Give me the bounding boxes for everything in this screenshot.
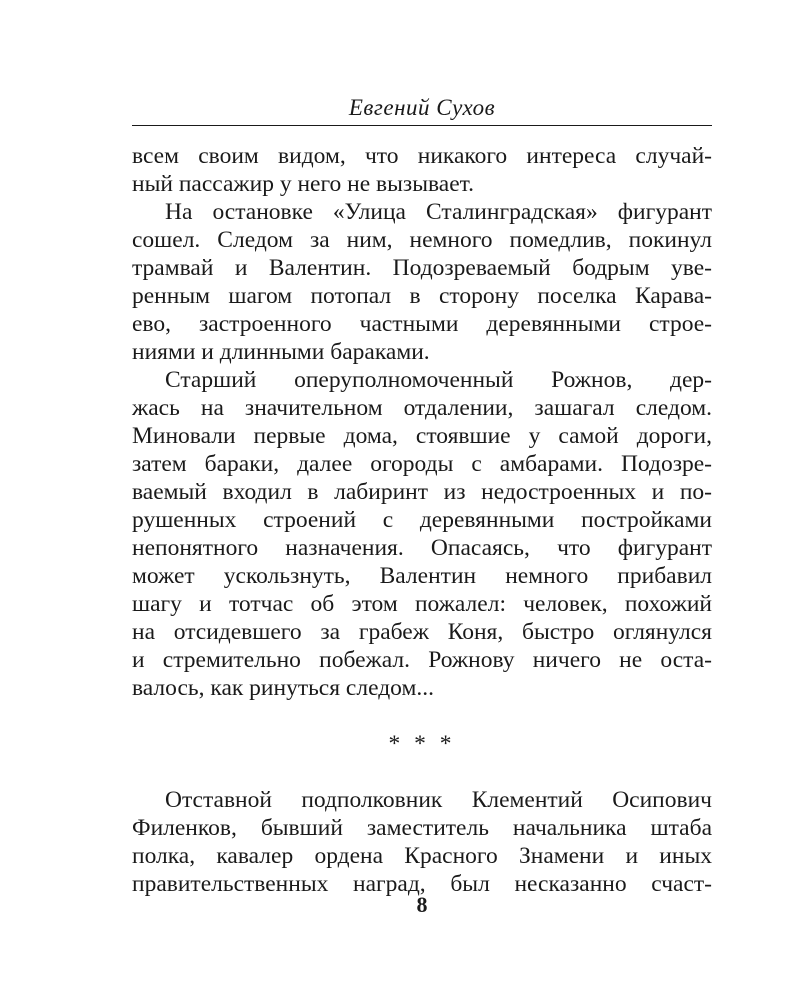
text-line: трамвай и Валентин. Подозреваемый бодрым уве- xyxy=(132,255,712,281)
text-line: и стремительно побежал. Рожнову ничего не оста- xyxy=(132,647,712,673)
section-separator: * * * xyxy=(388,731,456,757)
page-number: 8 xyxy=(416,892,428,917)
text-line: валось, как ринуться следом... xyxy=(132,675,434,701)
running-head-author: Евгений Сухов xyxy=(348,95,496,120)
text-line: рушенных строений с деревянными постройками xyxy=(132,507,712,533)
text-line: Миновали первые дома, стоявшие у самой дороги, xyxy=(132,423,712,449)
text-line: Отставной подполковник Клементий Осипович xyxy=(165,787,712,813)
text-line: затем бараки, далее огороды с амбарами. Подозре- xyxy=(132,451,712,477)
text-line: полка, кавалер ордена Красного Знамени и иных xyxy=(132,843,712,869)
body-text xyxy=(132,142,712,898)
text-line: непонятного назначения. Опасаясь, что фигурант xyxy=(132,535,712,561)
text-line: Старший оперуполномоченный Рожнов, дер- xyxy=(165,367,712,393)
header-rule xyxy=(132,125,712,126)
text-line: на отсидевшего за грабеж Коня, быстро оглянулся xyxy=(132,619,712,645)
text-line: На остановке «Улица Сталинградская» фигурант xyxy=(165,199,712,225)
text-line: может ускользнуть, Валентин немного прибавил xyxy=(132,563,712,589)
text-line: ваемый входил в лабиринт из недостроенных и по- xyxy=(132,479,712,505)
text-line: шагу и тотчас об этом пожалел: человек, похожий xyxy=(132,591,712,617)
text-line: Филенков, бывший заместитель начальника штаба xyxy=(132,815,712,841)
text-line: ный пассажир у него не вызывает. xyxy=(132,171,475,197)
text-line: ево, застроенного частными деревянными строе- xyxy=(132,311,712,337)
text-line: сошел. Следом за ним, немного помедлив, покинул xyxy=(132,227,712,253)
text-line: всем своим видом, что никакого интереса случай- xyxy=(132,143,712,169)
text-line: ниями и длинными бараками. xyxy=(132,339,430,365)
text-line: правительственных наград, был несказанно счаст- xyxy=(132,871,712,897)
text-line: ренным шагом потопал в сторону поселка Карава- xyxy=(132,283,712,309)
text-line: жась на значительном отдалении, зашагал следом. xyxy=(132,395,712,421)
